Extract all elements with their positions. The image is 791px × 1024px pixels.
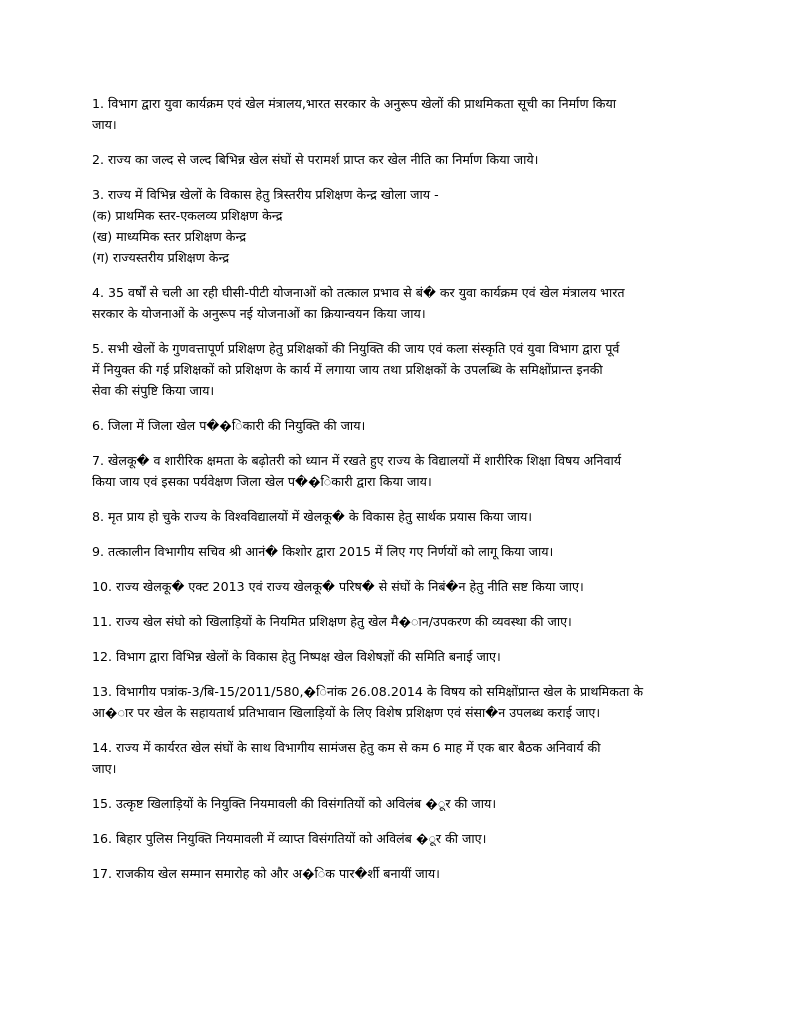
list-item-text-line: (ख) माध्यमिक स्तर प्रशिक्षण केन्द्र xyxy=(92,229,247,244)
document-body xyxy=(92,93,704,898)
list-item-text-line: आ�ार पर खेल के सहायतार्थ प्रतिभावान खिलाड़ियों के लिए विशेष प्रशिक्षण एवं संसा�न उपलब्ध कराई जाए। xyxy=(92,705,601,720)
list-item-text-line: 17. राजकीय खेल सम्मान समारोह को और अ�िक पार�र्शी बनायीं जाय। xyxy=(92,866,440,881)
list-item-text-line: 11. राज्य खेल संघो को खिलाड़ियों के नियमित प्रशिक्षण हेतु खेल मै�ान/उपकरण की व्यवस्था की जाए। xyxy=(92,614,572,629)
list-item xyxy=(92,646,704,667)
list-item-text-line: 13. विभागीय पत्रांक-3/बि-15/2011/580,�िनांक 26.08.2014 के विषय को समिक्षोंप्रान्त खेल के प्राथमिकता के xyxy=(92,684,644,699)
list-item-text-line: 14. राज्य में कार्यरत खेल संघों के साथ विभागीय सामंजस हेतु कम से कम 6 माह में एक बार बैठक अनिवार्य की xyxy=(92,740,601,755)
list-item xyxy=(92,541,704,562)
list-item xyxy=(92,793,704,814)
list-item xyxy=(92,681,704,723)
list-item-text-line: 9. तत्कालीन विभागीय सचिव श्री आनं� किशोर द्वारा 2015 में लिए गए निर्णयों को लागू किया जाय। xyxy=(92,544,554,559)
list-item-text-line: (ग) राज्यस्तरीय प्रशिक्षण केन्द्र xyxy=(92,250,230,265)
list-item xyxy=(92,93,704,135)
list-item-text-line: सेवा की संपुष्टि किया जाय। xyxy=(92,383,215,398)
list-item-text-line: 12. विभाग द्वारा विभिन्न खेलों के विकास हेतु निष्पक्ष खेल विशेषज्ञों की समिति बनाई जाए। xyxy=(92,649,501,664)
list-item-text-line: 1. विभाग द्वारा युवा कार्यक्रम एवं खेल मंत्रालय,भारत सरकार के अनुरूप खेलों की प्राथमिकता सूची का निर्माण किया xyxy=(92,96,617,111)
list-item xyxy=(92,863,704,884)
list-item-text-line: 4. 35 वर्षों से चली आ रही घीसी-पीटी योजनाओं को तत्काल प्रभाव से बं� कर युवा कार्यक्रम एवं खेल मंत्रालय भारत xyxy=(92,285,625,300)
list-item xyxy=(92,828,704,849)
list-item-text-line: 15. उत्कृष्ट खिलाड़ियों के नियुक्ति नियमावली की विसंगतियों को अविलंब �ूर की जाय। xyxy=(92,796,497,811)
list-item xyxy=(92,611,704,632)
list-item xyxy=(92,506,704,527)
list-item xyxy=(92,184,704,268)
list-item-text-line: 5. सभी खेलों के गुणवत्तापूर्ण प्रशिक्षण हेतु प्रशिक्षकों की नियुक्ति की जाय एवं कला संस्कृति एवं युवा विभाग द्वारा पूर्व xyxy=(92,341,620,356)
list-item-text-line: 16. बिहार पुलिस नियुक्ति नियमावली में व्याप्त विसंगतियों को अविलंब �ूर की जाए। xyxy=(92,831,487,846)
list-item-text-line: 3. राज्य में विभिन्न खेलों के विकास हेतु त्रिस्तरीय प्रशिक्षण केन्द्र खोला जाय - xyxy=(92,187,439,202)
list-item xyxy=(92,282,704,324)
list-item xyxy=(92,737,704,779)
list-item-text-line: (क) प्राथमिक स्तर-एकलव्य प्रशिक्षण केन्द्र xyxy=(92,208,283,223)
list-item xyxy=(92,576,704,597)
list-item xyxy=(92,149,704,170)
list-item xyxy=(92,415,704,436)
list-item-text-line: जाय। xyxy=(92,117,117,132)
list-item-text-line: में नियुक्त की गई प्रशिक्षकों को प्रशिक्षण के कार्य में लगाया जाय तथा प्रशिक्षकों के उपलब्धि के समिक्षोंप्रान्त इनकी xyxy=(92,362,603,377)
list-item-text-line: सरकार के योजनाओं के अनुरूप नई योजनाओं का क्रियान्वयन किया जाय। xyxy=(92,306,426,321)
list-item-text-line: 10. राज्य खेलकू� एक्ट 2013 एवं राज्य खेलकू� परिष� से संघों के निबं�न हेतु नीति सष्ट किया जाए। xyxy=(92,579,584,594)
list-item xyxy=(92,338,704,401)
list-item-text-line: 8. मृत प्राय हो चुके राज्य के विश्वविद्यालयों में खेलकू� के विकास हेतु सार्थक प्रयास किया जाय। xyxy=(92,509,533,524)
list-item-text-line: 2. राज्य का जल्द से जल्द बिभिन्न खेल संघों से परामर्श प्राप्त कर खेल नीति का निर्माण किया जाये। xyxy=(92,152,539,167)
list-item-text-line: किया जाय एवं इसका पर्यवेक्षण जिला खेल प��िकारी द्वारा किया जाय। xyxy=(92,474,432,489)
list-item-text-line: 6. जिला में जिला खेल प��िकारी की नियुक्ति की जाय। xyxy=(92,418,366,433)
list-item-text-line: जाए। xyxy=(92,761,117,776)
list-item xyxy=(92,450,704,492)
list-item-text-line: 7. खेलकू� व शारीरिक क्षमता के बढ़ोतरी को ध्यान में रखते हुए राज्य के विद्यालयों में शारीरिक शिक्षा विषय अनिवार्य xyxy=(92,453,622,468)
